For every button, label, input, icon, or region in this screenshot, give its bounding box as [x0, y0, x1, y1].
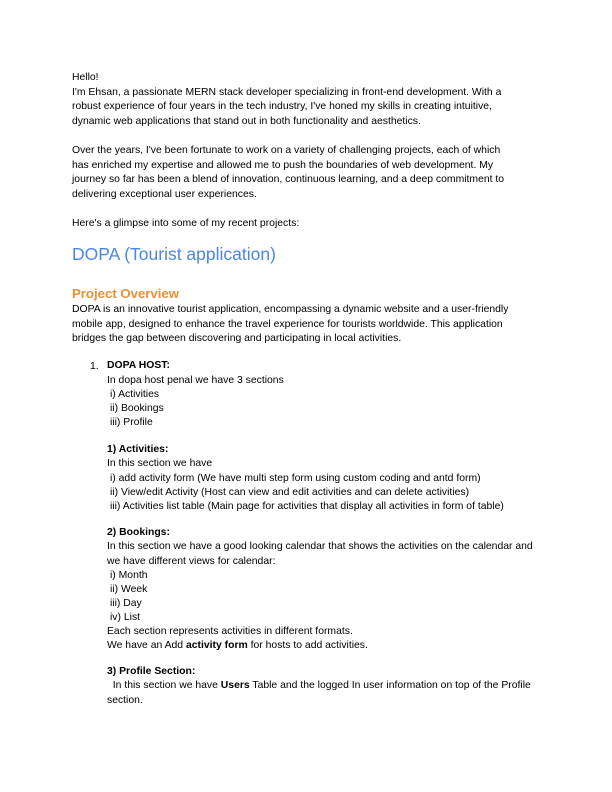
bookings-view: ii) Week [110, 584, 148, 595]
activities-item: i) add activity form (We have multi step form using custom coding and antd form) [110, 472, 481, 484]
host-title: DOPA HOST: [107, 360, 170, 371]
list-number: 1. [90, 361, 99, 372]
activities-item: iii) Activities list table (Main page for activities that display all activities in form of table) [110, 500, 504, 512]
bookings-formats: Each section represents activities in different formats. [107, 625, 353, 637]
profile-line [107, 679, 531, 694]
journey-line: has enriched my expertise and allowed me to push the boundaries of web development. My [72, 159, 494, 171]
host-section-item: i) Activities [110, 389, 160, 400]
intro-paragraph [72, 71, 552, 129]
bookings-line: In this section we have a good looking calendar that shows the activities on the calendar and [107, 541, 533, 552]
journey-line: journey so far has been a blend of innovation, continuous learning, and a deep commitment to [72, 174, 505, 185]
bookings-view: i) Month [110, 570, 148, 581]
activities-title: 1) Activities: [107, 444, 169, 455]
profile-prefix: In this section we have [107, 680, 221, 691]
profile-title: 3) Profile Section: [107, 666, 196, 677]
activities-intro: In this section we have [107, 458, 213, 469]
intro-line: robust experience of four years in the tech industry, I've honed my skills in creating intuitive, [72, 101, 492, 112]
overview-heading: Project Overview [72, 286, 180, 301]
overview-paragraph [72, 303, 552, 347]
journey-line: delivering exceptional user experiences. [72, 188, 257, 200]
overview-line: bridges the gap between discovering and participating in local activities. [72, 333, 402, 344]
overview-line: mobile app, designed to enhance the travel experience for tourists worldwide. This application [72, 318, 503, 330]
profile-line: section. [107, 694, 143, 706]
intro-line: I'm Ehsan, a passionate MERN stack developer specializing in front-end development. With a [72, 86, 502, 98]
glimpse-paragraph [72, 217, 552, 232]
host-section-item: iii) Profile [110, 417, 153, 428]
bookings-title: 2) Bookings: [107, 527, 170, 538]
bookings-line: we have different views for calendar: [107, 555, 276, 567]
host-intro: In dopa host penal we have 3 sections [107, 374, 284, 386]
add-bold: activity form [185, 639, 248, 651]
profile-suffix: Table and the logged In user information on top of the Profile [249, 680, 531, 691]
bookings-view: iv) List [110, 612, 141, 623]
bookings-view: iii) Day [110, 598, 142, 609]
greeting: Hello! [72, 72, 99, 83]
glimpse-line: Here's a glimpse into some of my recent projects: [72, 218, 300, 229]
journey-paragraph [72, 144, 552, 202]
journey-line: Over the years, I've been fortunate to work on a variety of challenging projects, each of which [72, 145, 501, 156]
add-prefix: We have an Add [107, 639, 186, 651]
activities-item: ii) View/edit Activity (Host can view and edit activities and can delete activities) [110, 486, 470, 498]
intro-line: dynamic web applications that stand out in both functionality and aesthetics. [72, 115, 421, 127]
project-title: DOPA (Tourist application) [72, 244, 276, 264]
add-suffix: for hosts to add activities. [247, 639, 368, 651]
host-section-item: ii) Bookings [110, 403, 164, 414]
profile-bold: Users [220, 680, 250, 691]
bookings-add-line [107, 639, 368, 654]
overview-line: DOPA is an innovative tourist application, encompassing a dynamic website and a user-friendly [72, 304, 509, 315]
